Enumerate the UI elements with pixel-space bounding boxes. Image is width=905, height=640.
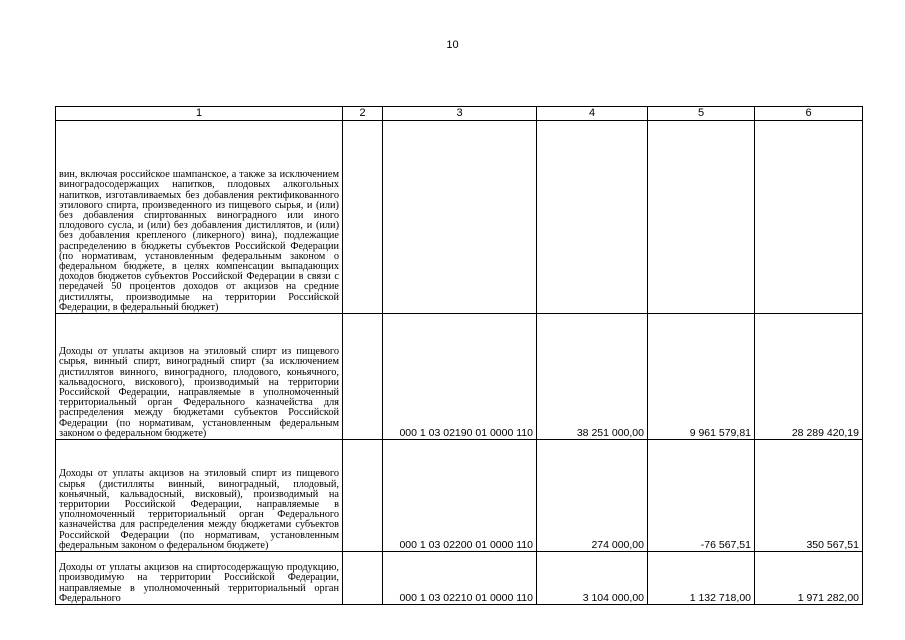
unexecuted-amount: 1 971 282,00: [755, 552, 863, 605]
unexecuted-amount: 350 567,51: [755, 440, 863, 552]
column-header: 6: [755, 107, 863, 121]
revenue-table: [55, 106, 863, 605]
approved-amount: [537, 121, 648, 314]
budget-classification-code: 000 1 03 02210 01 0000 110: [383, 552, 537, 605]
budget-classification-code: 000 1 03 02200 01 0000 110: [383, 440, 537, 552]
budget-classification-code: [383, 121, 537, 314]
table-row: [56, 314, 863, 440]
approved-amount: 274 000,00: [537, 440, 648, 552]
column-header: 1: [56, 107, 343, 121]
budget-classification-code: 000 1 03 02190 01 0000 110: [383, 314, 537, 440]
approved-amount: 3 104 000,00: [537, 552, 648, 605]
executed-amount: -76 567,51: [648, 440, 755, 552]
table-row: [56, 440, 863, 552]
unexecuted-amount: 28 289 420,19: [755, 314, 863, 440]
table-row: [56, 552, 863, 605]
revenue-description: Доходы от уплаты акцизов на спиртосодержащую продукцию, производимую на территории Российской Федерации, направляемые в уполномоченный территориальный орган Федерального: [56, 552, 343, 605]
executed-amount: [648, 121, 755, 314]
approved-amount: 38 251 000,00: [537, 314, 648, 440]
revenue-description: Доходы от уплаты акцизов на этиловый спирт из пищевого сырья (дистилляты винный, виноградный, плодовый, коньячный, кальвадосный, висковый), производимый на территории Российской Федерации, направляемые в уполномоченный территориальный орган Федерального казначейства для распределения между бюджетами субъектов Российской Федерации (по нормативам, установленным федеральным законом о федеральном бюджете): [56, 440, 343, 552]
column-header: 2: [343, 107, 383, 121]
column-header: 5: [648, 107, 755, 121]
column-2-cell: [343, 440, 383, 552]
column-2-cell: [343, 314, 383, 440]
column-2-cell: [343, 552, 383, 605]
executed-amount: 9 961 579,81: [648, 314, 755, 440]
revenue-description: Доходы от уплаты акцизов на этиловый спирт из пищевого сырья, винный спирт, виноградный спирт (за исключением дистиллятов винного, виноградного, плодового, коньячного, кальвадосного, вискового), производимый на территории Российской Федерации, направляемые в уполномоченный территориальный орган Федерального казначейства для распределения между бюджетами субъектов Российской Федерации (по нормативам, установленным федеральным законом о федеральном бюджете): [56, 314, 343, 440]
revenue-description: вин, включая российское шампанское, а также за исключением виноградосодержащих напитков, плодовых алкогольных напитков, изготавливаемых без добавления ректификованного этилового спирта, произведенного из пищевого сырья, и (или) без добавления спиртованных виноградного или иного плодового сусла, и (или) без добавления дистиллятов, и (или) без добавления крепленого (ликерного) вина), подлежащие распределению в бюджеты субъектов Российской Федерации (по нормативам, установленным федеральным законом о федеральном бюджете, в целях компенсации выпадающих доходов бюджетов субъектов Российской Федерации в связи с передачей 50 процентов доходов от акцизов на средние дистилляты, производимые на территории Российской Федерации, в федеральный бюджет): [56, 121, 343, 314]
table-row: [56, 121, 863, 314]
column-2-cell: [343, 121, 383, 314]
page-number: 10: [446, 39, 459, 51]
column-header: 4: [537, 107, 648, 121]
unexecuted-amount: [755, 121, 863, 314]
column-header: 3: [383, 107, 537, 121]
table-header-row: [56, 107, 863, 121]
executed-amount: 1 132 718,00: [648, 552, 755, 605]
